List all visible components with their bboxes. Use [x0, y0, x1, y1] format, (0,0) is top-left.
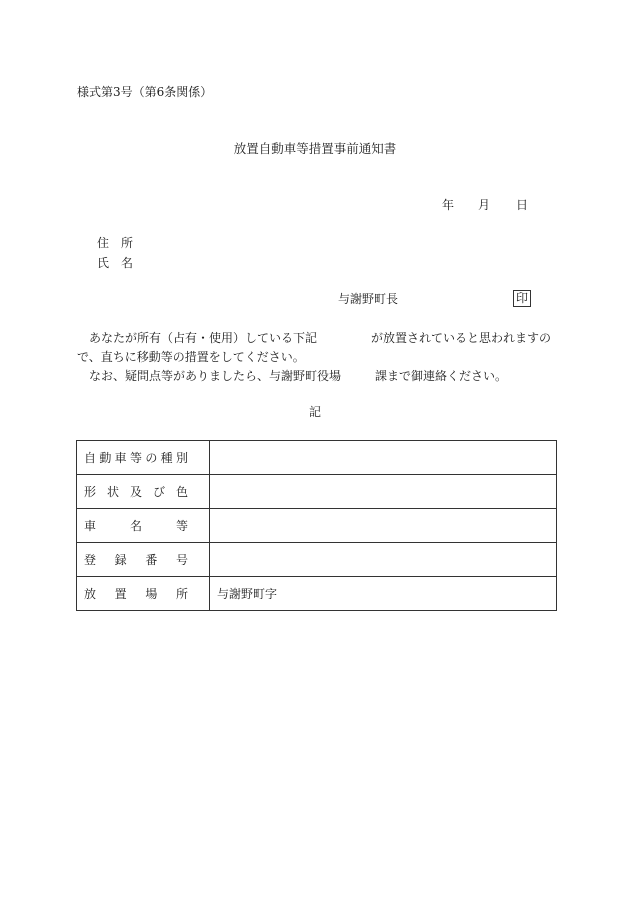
label-char: 号 [175, 553, 188, 567]
table-row [77, 543, 557, 577]
label-char: 場 [145, 587, 158, 601]
label-char: 色 [175, 485, 188, 499]
document-title: 放置自動車等措置事前通知書 [233, 141, 397, 156]
label-char: 自 [84, 451, 97, 465]
row-label [77, 475, 210, 509]
table-row [77, 475, 557, 509]
date-line [442, 198, 528, 212]
label-char: 車 [114, 451, 127, 465]
body-line [77, 331, 551, 345]
body-line: で、直ちに移動等の措置をしてください。 [77, 350, 305, 364]
month-label: 月 [478, 198, 491, 212]
label-char: の [145, 451, 158, 465]
form-number: 様式第3号（第6条関係） [77, 85, 213, 99]
year-label: 年 [442, 198, 455, 212]
row-value[interactable] [210, 475, 557, 509]
label-char: 別 [175, 451, 188, 465]
recipient-name-label: 氏 名 [97, 256, 134, 270]
label-char: 動 [99, 451, 112, 465]
row-label-text [84, 517, 188, 534]
row-label [77, 441, 210, 475]
body-text: が放置されていると思われますの [371, 331, 552, 345]
row-label [77, 543, 210, 577]
label-char: 登 [84, 553, 97, 567]
row-value[interactable]: 与謝野町字 [210, 577, 557, 611]
row-label-text [84, 483, 188, 500]
label-char: 名 [129, 519, 142, 533]
label-char: 置 [114, 587, 127, 601]
label-char: び [152, 485, 165, 499]
label-char: 形 [84, 485, 97, 499]
row-label-text [84, 449, 188, 466]
recipient-address-label: 住 所 [97, 236, 134, 250]
row-value[interactable] [210, 441, 557, 475]
row-label [77, 577, 210, 611]
body-text: 課まで御連絡ください。 [375, 369, 508, 383]
label-char: 及 [129, 485, 142, 499]
table-row [77, 441, 557, 475]
body-text: あなたが所有（占有・使用）している下記 [89, 331, 318, 345]
body-line [77, 369, 507, 383]
row-label-text [84, 585, 188, 602]
seal-mark: 印 [513, 290, 531, 307]
sender-title: 与謝野町長 [338, 292, 399, 306]
label-char: 所 [175, 587, 188, 601]
day-label: 日 [516, 198, 529, 212]
row-label [77, 509, 210, 543]
ki-heading: 記 [308, 405, 321, 419]
row-value[interactable] [210, 509, 557, 543]
row-value[interactable] [210, 543, 557, 577]
label-char: 等 [175, 519, 188, 533]
label-char: 種 [160, 451, 173, 465]
label-char: 等 [129, 451, 142, 465]
label-char: 番 [145, 553, 158, 567]
table-row [77, 509, 557, 543]
label-char: 車 [84, 519, 97, 533]
body-text: なお、疑問点等がありましたら、与謝野町役場 [89, 369, 342, 383]
vehicle-record-table [76, 440, 557, 611]
label-char: 状 [106, 485, 119, 499]
label-char: 録 [114, 553, 127, 567]
row-label-text [84, 551, 188, 568]
table-row [77, 577, 557, 611]
label-char: 放 [84, 587, 97, 601]
